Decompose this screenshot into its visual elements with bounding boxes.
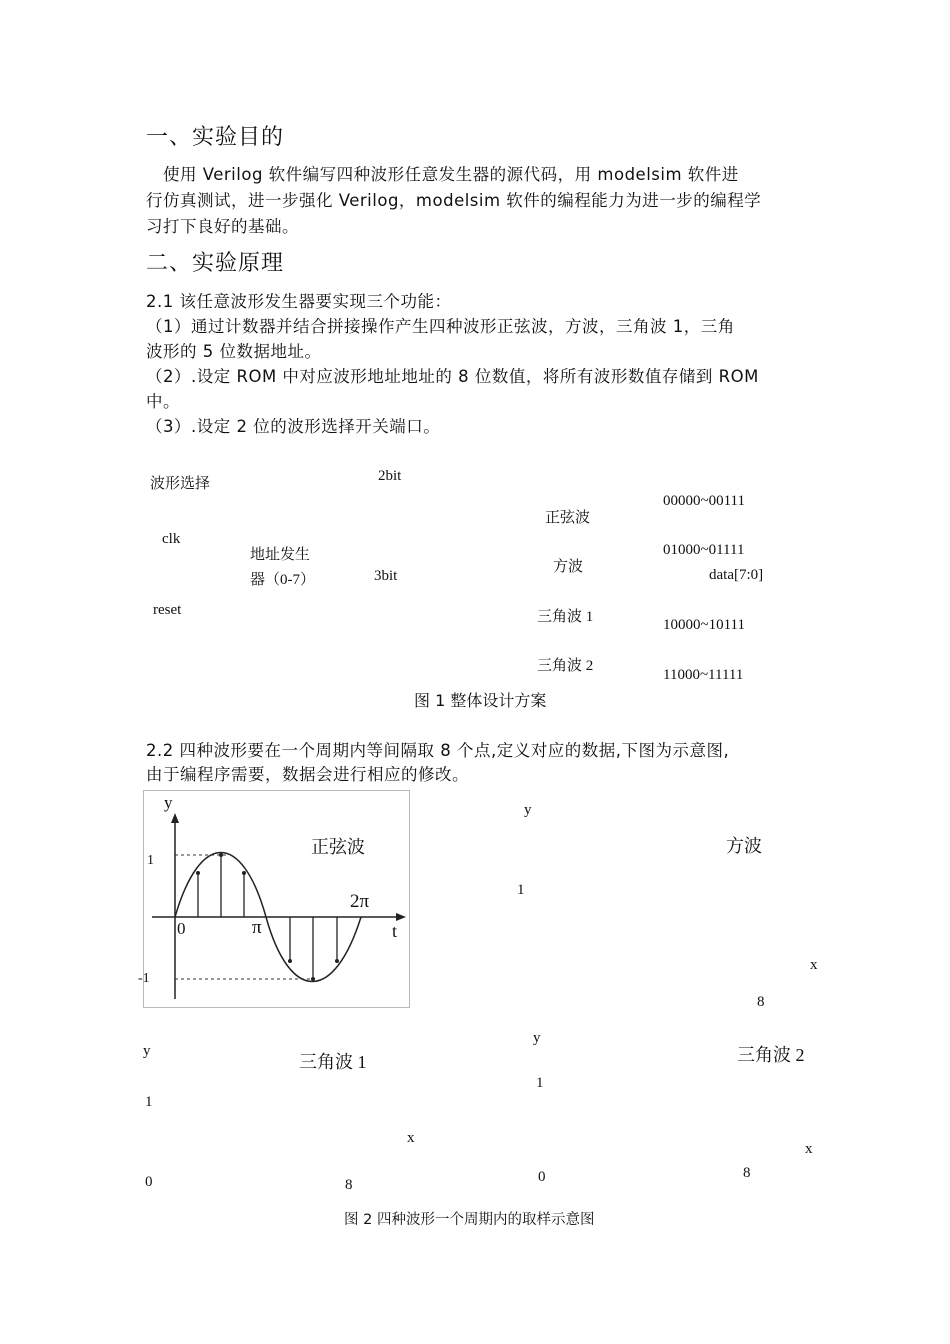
figure-2-caption: 图 2 四种波形一个周期内的取样示意图 bbox=[344, 1212, 595, 1228]
square-address-range: 01000~01111 bbox=[663, 542, 745, 558]
sine-two-pi-label: 2π bbox=[350, 891, 370, 912]
figure-1-caption: 图 1 整体设计方案 bbox=[414, 691, 547, 710]
purpose-line-1: 使用 Verilog 软件编写四种波形任意发生器的源代码，用 modelsim 软件进 bbox=[146, 165, 739, 184]
sine-plot-title: 正弦波 bbox=[311, 837, 365, 857]
tri1-plot-title: 三角波 1 bbox=[299, 1052, 367, 1072]
triangle-2-label: 三角波 2 bbox=[537, 658, 594, 674]
tri2-one-label: 1 bbox=[536, 1075, 544, 1091]
principle-line-3: 波形的 5 位数据地址。 bbox=[146, 342, 322, 361]
bit2-label: 2bit bbox=[378, 468, 402, 484]
square-eight-label: 8 bbox=[757, 994, 765, 1010]
tri2-x-label: x bbox=[805, 1141, 813, 1157]
square-x-label: x bbox=[810, 957, 818, 973]
section-2-title: 二、实验原理 bbox=[146, 251, 285, 276]
sine-one-label: 1 bbox=[147, 853, 154, 868]
square-y-label: y bbox=[524, 802, 532, 818]
principle-line-6: （3）.设定 2 位的波形选择开关端口。 bbox=[146, 417, 441, 436]
principle-line-1: 2.1 该任意波形发生器要实现三个功能： bbox=[146, 292, 452, 311]
square-one-label: 1 bbox=[517, 882, 525, 898]
triangle-1-label: 三角波 1 bbox=[537, 609, 594, 625]
tri2-zero-label: 0 bbox=[538, 1169, 546, 1185]
clk-label: clk bbox=[162, 531, 181, 547]
triangle-2-address-range: 11000~11111 bbox=[663, 667, 744, 683]
sine-neg-one-label: -1 bbox=[138, 971, 150, 986]
sampling-line-1: 2.2 四种波形要在一个周期内等间隔取 8 个点,定义对应的数据,下图为示意图, bbox=[146, 741, 730, 760]
sine-wave-graphic bbox=[144, 791, 409, 1007]
purpose-line-3: 习打下良好的基础。 bbox=[146, 217, 299, 236]
section-1-title: 一、实验目的 bbox=[146, 125, 285, 150]
wave-select-label: 波形选择 bbox=[150, 476, 211, 492]
tri2-y-label: y bbox=[533, 1030, 541, 1046]
addr-gen-label-2: 器（0-7） bbox=[250, 572, 315, 588]
tri1-x-label: x bbox=[407, 1130, 415, 1146]
purpose-line-2: 行仿真测试，进一步强化 Verilog，modelsim 软件的编程能力为进一步的编程学 bbox=[146, 191, 762, 210]
reset-label: reset bbox=[153, 602, 182, 618]
tri2-plot-title: 三角波 2 bbox=[737, 1045, 805, 1065]
sine-y-label: y bbox=[164, 793, 173, 812]
principle-line-4: （2）.设定 ROM 中对应波形地址地址的 8 位数值，将所有波形数值存储到 ROM bbox=[146, 367, 759, 386]
addr-gen-label-1: 地址发生 bbox=[250, 547, 311, 563]
sine-zero-label: 0 bbox=[177, 919, 186, 938]
sine-t-label: t bbox=[392, 921, 398, 941]
square-plot-title: 方波 bbox=[726, 836, 762, 856]
triangle-1-address-range: 10000~10111 bbox=[663, 617, 746, 633]
bit3-label: 3bit bbox=[374, 568, 398, 584]
data-output-label: data[7:0] bbox=[709, 567, 764, 583]
sine-address-range: 00000~00111 bbox=[663, 493, 746, 509]
tri1-eight-label: 8 bbox=[345, 1177, 353, 1193]
sine-wave-plot bbox=[138, 790, 410, 1008]
sine-pi-label: π bbox=[252, 917, 262, 938]
tri2-eight-label: 8 bbox=[743, 1165, 751, 1181]
square-wave-label: 方波 bbox=[553, 559, 584, 575]
principle-line-5: 中。 bbox=[146, 392, 180, 411]
sampling-line-2: 由于编程序需要，数据会进行相应的修改。 bbox=[146, 765, 469, 784]
tri1-one-label: 1 bbox=[145, 1094, 153, 1110]
tri1-y-label: y bbox=[143, 1043, 151, 1059]
sine-wave-label: 正弦波 bbox=[545, 510, 591, 526]
tri1-zero-label: 0 bbox=[145, 1174, 153, 1190]
principle-line-2: （1）通过计数器并结合拼接操作产生四种波形正弦波，方波，三角波 1，三角 bbox=[146, 317, 735, 336]
